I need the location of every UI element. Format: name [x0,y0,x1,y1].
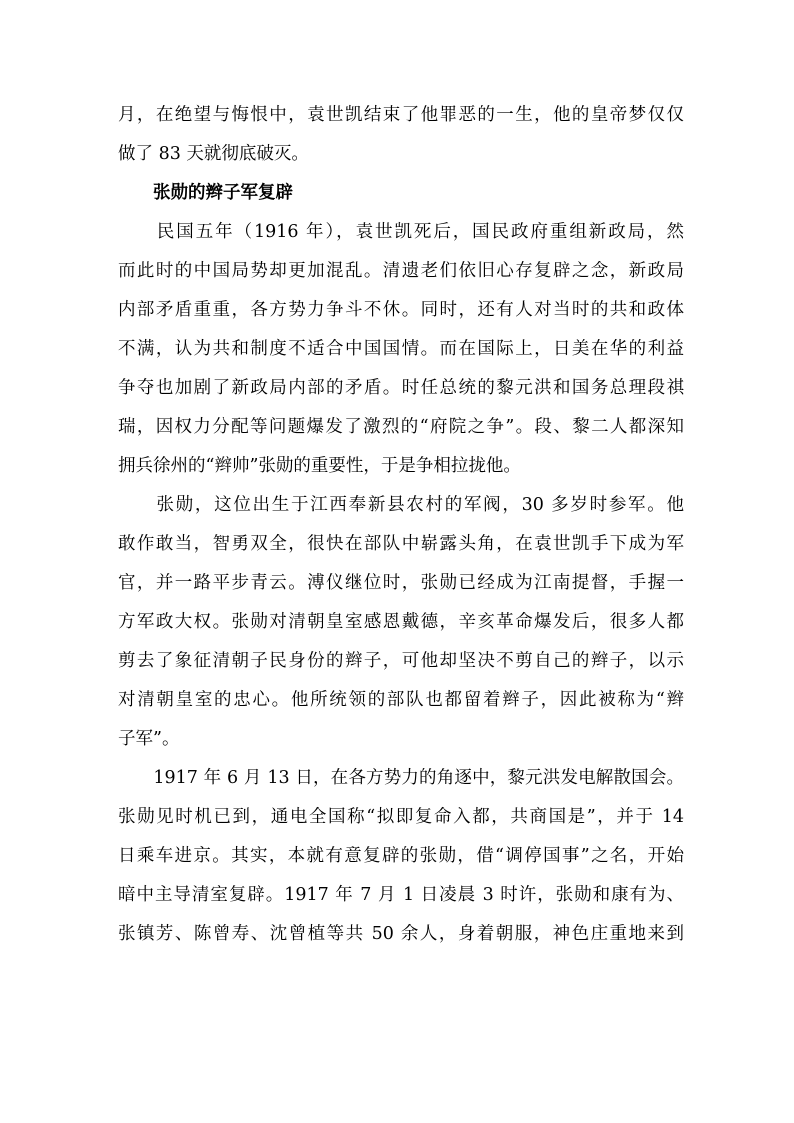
text-line: 拥兵徐州的“辫帅”张勋的重要性，于是争相拉拢他。 [118,456,521,476]
text-line: 争夺也加剧了新政局内部的矛盾。时任总统的黎元洪和国务总理段祺 [118,378,684,398]
text-line: 张镇芳、陈曾寿、沈曾植等共 50 余人，身着朝服，神色庄重地来到 [118,924,684,944]
text-line: 对清朝皇室的忠心。他所统领的部队也都留着辫子，因此被称为“辫 [118,690,684,710]
text-line: 张勋见时机已到，通电全国称“拟即复命入都，共商国是”，并于 14 [118,807,684,827]
text-line: 日乘车进京。其实，本就有意复辟的张勋，借“调停国事”之名，开始 [118,846,684,866]
text-line: 不满，认为共和制度不适合中国国情。而在国际上，日美在华的利益 [118,339,684,359]
text-line: 而此时的中国局势却更加混乱。清遗老们依旧心存复辟之念，新政局 [118,261,684,281]
text-line: 敢作敢当，智勇双全，很快在部队中崭露头角，在袁世凯手下成为军 [118,534,684,554]
text-line: 内部矛盾重重，各方势力争斗不休。同时，还有人对当时的共和政体 [118,300,684,320]
text-line: 瑞，因权力分配等问题爆发了激烈的“府院之争”。段、黎二人都深知 [118,417,684,437]
text-line: 月，在绝望与悔恨中，袁世凯结束了他罪恶的一生，他的皇帝梦仅仅 [118,105,684,125]
document-page [118,96,684,954]
section-heading: 张勋的辫子军复辟 [118,183,293,203]
text-line: 官，并一路平步青云。溥仪继位时，张勋已经成为江南提督，手握一 [118,573,684,593]
text-line: 民国五年（1916 年），袁世凯死后，国民政府重组新政局，然 [118,222,684,242]
text-line: 方军政大权。张勋对清朝皇室感恩戴德，辛亥革命爆发后，很多人都 [118,612,684,632]
text-line: 剪去了象征清朝子民身份的辫子，可他却坚决不剪自己的辫子，以示 [118,651,684,671]
text-line: 暗中主导清室复辟。1917 年 7 月 1 日凌晨 3 时许，张勋和康有为、 [118,885,684,905]
text-line: 子军”。 [118,729,180,749]
text-line: 1917 年 6 月 13 日，在各方势力的角逐中，黎元洪发电解散国会。 [118,768,684,788]
text-line: 张勋，这位出生于江西奉新县农村的军阀，30 多岁时参军。他 [118,495,684,515]
text-line: 做了 83 天就彻底破灭。 [118,144,309,164]
